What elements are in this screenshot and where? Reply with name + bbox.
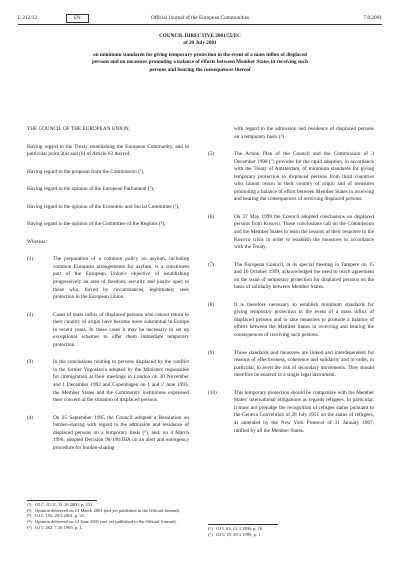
- page-header: [18, 13, 382, 23]
- language-badge: EN: [66, 14, 89, 23]
- footnote: (⁴) Opinion delivered on 13 June 2001 (not yet published in the Official Journal).: [27, 519, 177, 525]
- page-reference: L 212/12: [18, 15, 38, 21]
- directive-date: of 20 July 2001: [183, 40, 217, 47]
- recital: [208, 390, 374, 435]
- directive-subject-line: persons and on measures promoting a balance of efforts between Member States in receiving such: [91, 59, 309, 66]
- recital: [208, 262, 374, 292]
- recital-text: Those standards and measures are linked and interdependent for reasons of effectiveness, coherence and solidarity and in order, in particular, to avert the risk of secondary movements. They should therefore be enacted in a single legal instrument.: [234, 349, 374, 379]
- recital: [27, 256, 189, 301]
- citation: Having regard to the opinion of the Committee of the Regions (⁴),: [27, 221, 166, 228]
- citation: Having regard to the opinion of the Economic and Social Committee (³),: [27, 203, 180, 210]
- recital: [208, 302, 374, 340]
- council-intro: THE COUNCIL OF THE EUROPEAN UNION,: [27, 126, 130, 132]
- footnote: (⁶) OJ L 63, 13.3.1996, p. 10.: [208, 526, 264, 531]
- recital-text: It is therefore necessary to establish minimum standards for giving temporary protection in the event of a mass influx of displaced persons and to take measures to promote a balance of efforts between the Member States in receiving and bearing the consequences of receiving such persons.: [234, 301, 374, 339]
- citation: Having regard to the Treaty establishing the European Community, and in particular point 2(a) and (b) of Article 63 thereof,: [27, 143, 189, 158]
- recital-number: (3): [27, 359, 34, 366]
- whereas-heading: Whereas:: [27, 238, 47, 245]
- left-column: [27, 126, 189, 452]
- recital: [27, 415, 189, 453]
- recital-number: (4): [27, 414, 34, 421]
- recital: [208, 151, 374, 204]
- journal-title: Official Journal of the European Communities: [150, 15, 250, 21]
- recital-number: (8): [208, 301, 215, 308]
- footnote: (²) Opinion delivered on 13 March 2001 (not yet published in the Official Journal).: [27, 507, 181, 513]
- directive-subject-line: on minimum standards for giving temporary protection in the event of a mass influx of displaced: [93, 51, 307, 58]
- publication-date: 7.8.2001: [363, 15, 382, 21]
- recital-text: In the conclusions relating to persons displaced by the conflict in the former Yugoslavia adopted by the Ministers responsible for immigration at their meetings in London on 30 November and 1 December 1992 and Copenhagen on 1 and 2 June 1993, the Member States and the Community institutions expressed their concern at the situation of displaced persons.: [53, 359, 189, 404]
- recital-text: The preparation of a common policy on asylum, including common European arrangements for asylum, is a constituent part of the European Union's objective of establishing progressively an area of freedom, security and justice open to those who, forced by circumstances, legitimately seek protection in the European Union.: [53, 256, 189, 301]
- header-rule: [18, 24, 382, 25]
- directive-title: [40, 33, 360, 74]
- recital-number: (9): [208, 349, 215, 356]
- recital-number: (10): [208, 389, 217, 396]
- recital-number: (1): [27, 256, 34, 263]
- citation: Having regard to the opinion of the European Parliament (²),: [27, 186, 155, 193]
- recital-text: On 27 May 1999 the Council adopted conclusions on displaced persons from Kosovo. These conclusions call on the Commission and the Member States to learn the lessons of their response to the Kosovo crisis in order to establish the measures in accordance with the Treaty.: [234, 213, 374, 251]
- recital: [27, 312, 189, 350]
- recital-text: Cases of mass influx of displaced persons who cannot return to their country of origin have become more substantial in Europe in recent years. In these cases it may be necessary to set up exceptional schemes to offer them immediate temporary protection.: [53, 311, 189, 348]
- directive-number: COUNCIL DIRECTIVE 2001/55/EC: [159, 33, 241, 39]
- recital-text: The European Council, at its special meeting in Tampere on 15 and 16 October 1999, acknowledged the need to reach agreement on the issue of temporary protection for displaced persons on the basis of solidarity between Member States.: [234, 261, 374, 291]
- right-column: [208, 126, 374, 435]
- footnote: (¹) OJ C 311 E, 31.10.2000, p. 251.: [27, 502, 94, 507]
- footnote: (⁵) OJ C 262, 7.10.1995, p. 1.: [27, 524, 83, 530]
- citation: Having regard to the proposal from the Commission (¹),: [27, 168, 145, 175]
- recital-number: (6): [208, 213, 215, 220]
- recital-number: (7): [208, 261, 215, 268]
- footnote-rule: [27, 500, 97, 501]
- footnote: (³) OJ C 155, 29.5.2001, p. 21.: [27, 513, 86, 519]
- recital-text: This temporary protection should be compatible with the Member States' international obligations as regards refugees. In particular, it must not prejudge the recognition of refugee status pursuant to the Geneva Convention of 28 July 1951 on the status of refugees, as amended by the New York Protocol of 31 January 1967, ratified by all the Member States.: [234, 389, 374, 434]
- right-footnotes: [208, 526, 374, 537]
- recital-text: On 25 September 1995 the Council adopted a Resolution on burden-sharing with regard to the admission and residence of displaced persons on a temporary basis (⁵), and, on 4 March 1996, adopted Decision 96/198/JHA on an alert and emergency procedure for burden-sharing: [53, 414, 189, 451]
- recital: [208, 350, 374, 380]
- left-footnotes: [27, 502, 189, 531]
- recital-number: (5): [208, 151, 215, 158]
- footnote-rule: [208, 524, 278, 525]
- footnote: (⁷) OJ C 19, 20.1.1999, p. 1.: [208, 531, 262, 537]
- recital-number: (2): [27, 311, 34, 318]
- recital-continuation: with regard to the admission and residence of displaced persons on a temporary basis (⁶).: [234, 126, 374, 140]
- recital: [208, 214, 374, 252]
- directive-subject-line: persons and bearing the consequences thereof: [149, 66, 251, 73]
- recital: [27, 359, 189, 404]
- recital-text: The Action Plan of the Council and the Commission of 3 December 1998 (⁷) provides for the rapid adoption, in accordance with the Treaty of Amsterdam, of minimum standards for giving temporary protection to displaced persons from third countries who cannot return to their country of origin and of measures promoting a balance of effort between Member States in receiving and bearing the consequences of receiving displaced persons.: [234, 151, 374, 203]
